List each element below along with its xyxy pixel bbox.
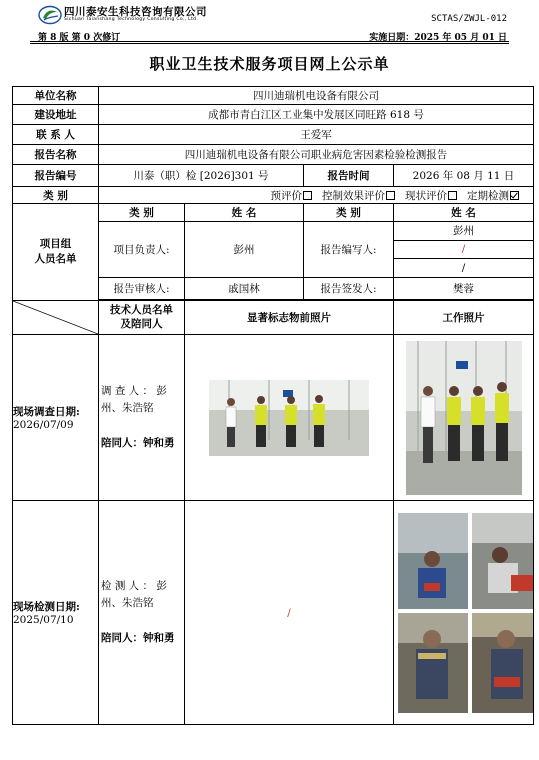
survey-date-cell <box>13 335 99 501</box>
diagonal-line <box>13 301 98 334</box>
team-col-name: 姓 名 <box>185 204 304 222</box>
category-option: 控制效果评价 <box>321 189 385 202</box>
implementation-date: 实施日期：2025 年 05 月 01 日 <box>369 33 507 43</box>
landmark-photo <box>209 380 369 456</box>
page-title: 职业卫生技术服务项目网上公示单 <box>149 55 390 73</box>
writer-value: / <box>461 262 466 274</box>
detection-work-photo-cell <box>394 501 534 725</box>
contact-value: 王爱军 <box>99 125 534 145</box>
survey-date-label: 现场调查日期: <box>13 406 80 418</box>
survey-investigators: 调 查 人 ： 彭州、朱浩铭 <box>101 385 167 415</box>
report-no-label: 报告编号 <box>13 165 99 187</box>
leader-value: 彭州 <box>185 222 304 278</box>
category-option: 预评价 <box>270 189 302 202</box>
report-no-value: 川泰（职）检 [2026]301 号 <box>99 165 304 187</box>
checkbox-icon <box>386 191 395 200</box>
report-name-value: 四川迪瑞机电设备有限公司职业病危害因素检验检测报告 <box>99 145 534 165</box>
work-col-header: 工作照片 <box>394 301 534 335</box>
document-header <box>0 0 539 46</box>
header-rule <box>30 43 509 44</box>
landmark-placeholder: / <box>287 606 291 619</box>
survey-work-photo-cell <box>394 335 534 501</box>
checkbox-icon <box>303 191 312 200</box>
team-label: 项目组 人员名单 <box>13 204 99 301</box>
detection-date-value: 2025/07/10 <box>13 614 74 626</box>
report-name-label: 报告名称 <box>13 145 99 165</box>
survey-companion: 陪同人：钟和勇 <box>101 436 175 449</box>
team-col-name: 姓 名 <box>394 204 534 222</box>
work-photo <box>398 613 468 713</box>
team-col-category: 类 别 <box>304 204 394 222</box>
detection-companion: 陪同人：钟和勇 <box>101 631 175 644</box>
address-value: 成都市青白江区工业集中发展区同旺路 618 号 <box>99 105 534 125</box>
detection-landmark-cell <box>185 501 394 725</box>
detection-staff-cell <box>99 501 185 725</box>
contact-label: 联 系 人 <box>13 125 99 145</box>
header-rule <box>30 41 509 42</box>
work-photo <box>398 513 468 609</box>
staff-col-header: 技术人员名单 及陪同人 <box>99 301 185 335</box>
address-label: 建设地址 <box>13 105 99 125</box>
disclosure-table <box>12 86 534 725</box>
company-name-en: Sichuan Taianshang Technology Consulting Co., Ltd. <box>64 17 199 22</box>
signer-value: 樊蓉 <box>394 278 534 300</box>
survey-work-photo <box>406 341 522 495</box>
writer-value: 彭州 <box>394 222 533 241</box>
company-name: 四川泰安生科技咨询有限公司 <box>64 6 207 18</box>
landmark-col-header: 显著标志物前照片 <box>185 301 394 335</box>
detection-date-cell <box>13 501 99 725</box>
report-time-value: 2026 年 08 月 11 日 <box>394 165 534 187</box>
writer-value: / <box>394 241 533 259</box>
detection-work-photos <box>396 513 534 713</box>
signer-label: 报告签发人: <box>304 278 394 300</box>
diagonal-header-cell <box>13 301 99 335</box>
reviewer-value: 戚国林 <box>185 278 304 300</box>
report-time-label: 报告时间 <box>304 165 394 187</box>
work-photo <box>472 613 534 713</box>
unit-name-label: 单位名称 <box>13 87 99 105</box>
company-logo-icon <box>38 5 62 25</box>
checkbox-icon <box>448 191 457 200</box>
reviewer-label: 报告审核人: <box>99 278 185 300</box>
leader-label: 项目负责人: <box>99 222 185 278</box>
writer-values <box>394 222 534 278</box>
survey-landmark-photo-cell <box>185 335 394 501</box>
writer-label: 报告编写人: <box>304 222 394 278</box>
detection-date-label: 现场检测日期: <box>13 601 80 613</box>
checked-checkbox-icon <box>510 191 519 200</box>
category-options <box>99 187 534 204</box>
survey-staff-cell <box>99 335 185 501</box>
work-photo <box>472 513 534 609</box>
survey-date-value: 2026/07/09 <box>13 419 74 431</box>
team-col-category: 类 别 <box>99 204 185 222</box>
edition-info: 第 8 版 第 0 次修订 <box>38 33 121 43</box>
detection-inspectors: 检 测 人 ： 彭州、朱浩铭 <box>101 580 167 610</box>
category-option: 定期检测 <box>467 189 509 202</box>
category-label: 类 别 <box>13 187 99 204</box>
unit-name-value: 四川迪瑞机电设备有限公司 <box>99 87 534 105</box>
category-option: 现状评价 <box>404 189 447 202</box>
doc-code: SCTAS/ZWJL-012 <box>431 14 507 24</box>
